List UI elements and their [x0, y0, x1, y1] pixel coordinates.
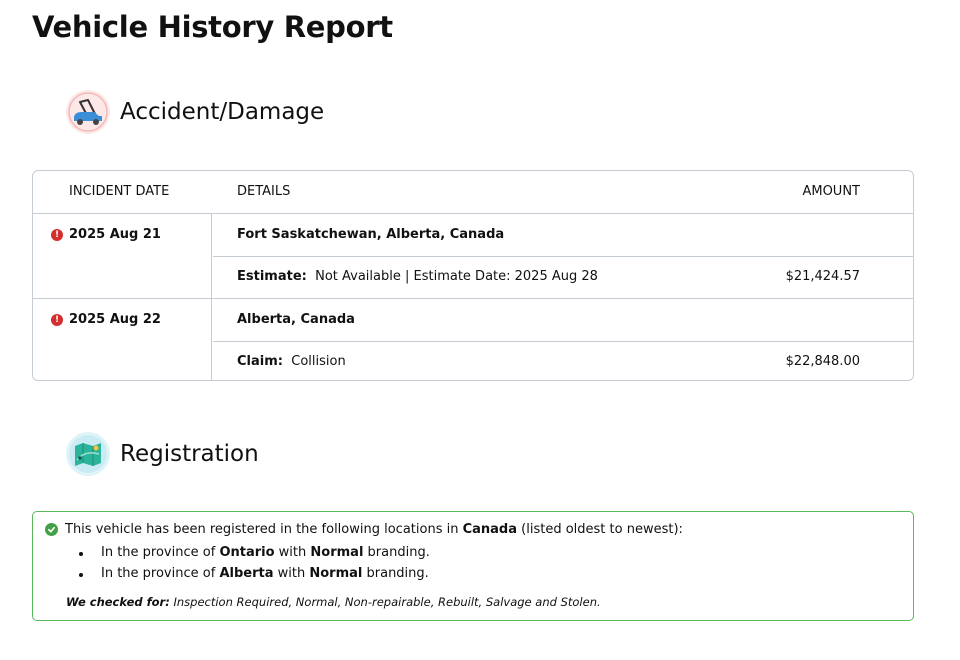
checked-for-text: Inspection Required, Normal, Non-repairable, Rebuilt, Salvage and Stolen. — [173, 595, 601, 609]
accident-section-header — [66, 90, 324, 134]
column-header-incident-date: INCIDENT DATE — [69, 184, 170, 199]
page-title: Vehicle History Report — [32, 10, 393, 44]
entry-branding: Normal — [309, 566, 363, 581]
entry-prefix: In the province of — [101, 545, 216, 560]
table-header-row — [33, 171, 913, 214]
entry-suffix: branding. — [366, 566, 429, 581]
entry-middle: with — [277, 566, 306, 581]
incident-location: Fort Saskatchewan, Alberta, Canada — [237, 227, 505, 242]
accident-table — [32, 170, 914, 381]
entry-province: Alberta — [219, 566, 274, 581]
summary-prefix: This vehicle has been registered in the following locations in — [65, 522, 459, 537]
detail-text: Not Available | Estimate Date: 2025 Aug 28 — [315, 269, 598, 284]
incident-date-cell — [33, 299, 212, 381]
incident-amount: $21,424.57 — [785, 269, 860, 284]
registration-list — [77, 545, 430, 587]
incident-location-row — [213, 214, 913, 257]
incident-row — [33, 298, 913, 381]
incident-location: Alberta, Canada — [237, 312, 355, 327]
detail-text: Collision — [291, 354, 346, 369]
entry-prefix: In the province of — [101, 566, 216, 581]
registration-section-header — [66, 432, 259, 476]
entry-suffix: branding. — [367, 545, 430, 560]
check-circle-icon — [45, 523, 58, 536]
checked-for-note — [66, 595, 601, 609]
detail-label: Claim: — [237, 354, 283, 369]
column-header-amount: AMOUNT — [802, 184, 860, 199]
incident-detail — [237, 354, 346, 369]
tow-truck-icon — [66, 90, 110, 134]
incident-detail-row — [213, 256, 913, 298]
summary-suffix: (listed oldest to newest): — [521, 522, 683, 537]
registration-section-title: Registration — [120, 441, 259, 467]
incident-date: 2025 Aug 22 — [69, 312, 161, 327]
column-header-details: DETAILS — [237, 184, 291, 199]
incident-detail — [237, 269, 598, 284]
list-item — [77, 566, 430, 587]
entry-middle: with — [278, 545, 307, 560]
registration-summary — [45, 522, 683, 537]
map-icon — [66, 432, 110, 476]
incident-amount: $22,848.00 — [785, 354, 860, 369]
summary-country: Canada — [462, 522, 518, 537]
incident-row — [33, 214, 913, 298]
entry-province: Ontario — [219, 545, 275, 560]
list-item — [77, 545, 430, 566]
alert-icon: ! — [51, 314, 63, 326]
checked-for-label: We checked for: — [66, 595, 170, 609]
detail-label: Estimate: — [237, 269, 307, 284]
entry-branding: Normal — [310, 545, 364, 560]
incident-date-cell — [33, 214, 212, 298]
registration-box — [32, 511, 914, 621]
alert-icon: ! — [51, 229, 63, 241]
incident-detail-row — [213, 341, 913, 381]
incident-location-row — [213, 299, 913, 342]
accident-section-title: Accident/Damage — [120, 99, 325, 125]
incident-date: 2025 Aug 21 — [69, 227, 161, 242]
